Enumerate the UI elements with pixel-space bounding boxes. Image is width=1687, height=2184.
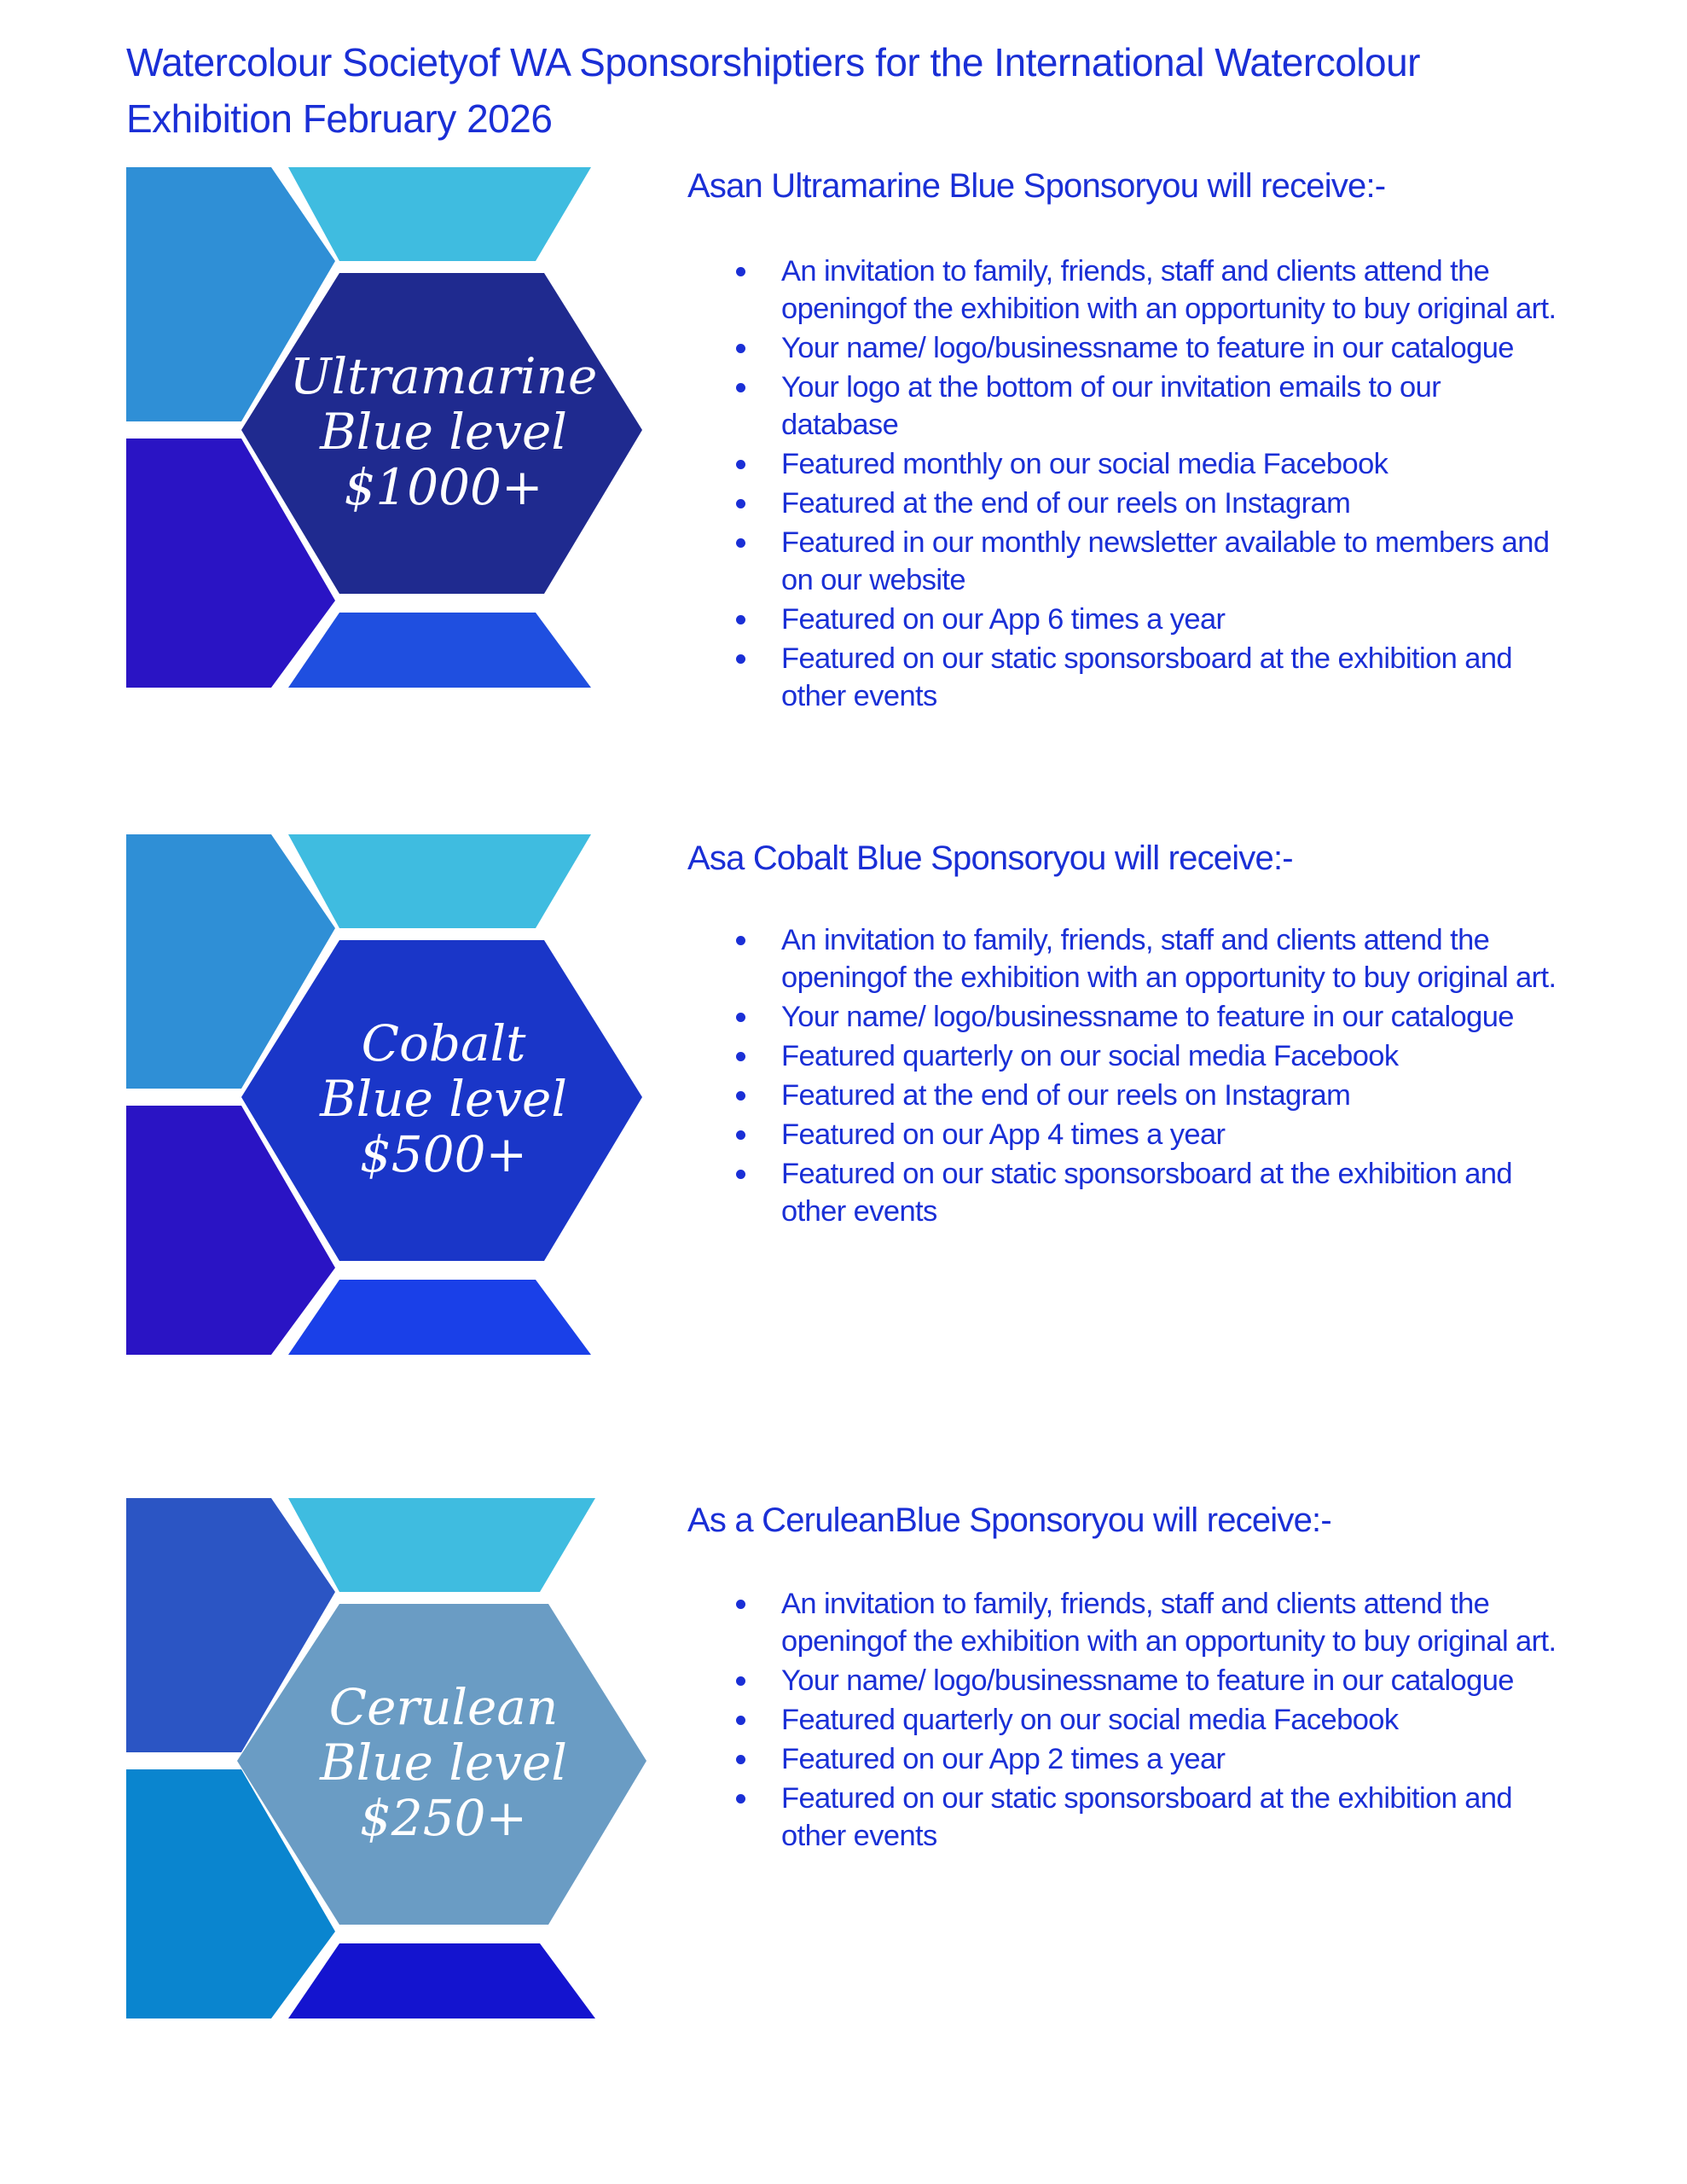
list-item: An invitation to family, friends, staff and clients attend the openingof the exhibition with an opportunity to buy original art.: [687, 253, 1557, 328]
bullet-icon: [736, 383, 745, 392]
list-item: Featured on our static sponsorsboard at the exhibition and other events: [687, 1780, 1557, 1855]
bullet-icon: [736, 1013, 745, 1022]
tier-graphic-ultramarine: [126, 167, 646, 688]
bullet-icon: [736, 654, 745, 664]
bullet-icon: [736, 267, 745, 276]
bullet-icon: [736, 499, 745, 508]
list-item: Your logo at the bottom of our invitation emails to our database: [687, 369, 1557, 444]
tier-label-line-2: Blue level: [320, 403, 567, 461]
list-item: Featured at the end of our reels on Instagram: [687, 1077, 1557, 1114]
list-item: Featured quarterly on our social media Facebook: [687, 1037, 1557, 1075]
list-item: An invitation to family, friends, staff and clients attend the openingof the exhibition with an opportunity to buy original art.: [687, 921, 1557, 996]
tier-label-line-3: $250+: [359, 1789, 528, 1847]
benefits-list: [687, 253, 1557, 717]
tier-graphic-cobalt: [126, 834, 646, 1355]
list-item: Featured on our static sponsorsboard at the exhibition and other events: [687, 1155, 1557, 1230]
list-item: Your name/ logo/businessname to feature in our catalogue: [687, 329, 1557, 367]
hexagon-graphic-icon: [126, 1498, 646, 2018]
hexagon-graphic-icon: [126, 834, 646, 1355]
tier-label-line-1: Cerulean: [328, 1678, 559, 1736]
tier-label-line-1: Cobalt: [361, 1014, 526, 1072]
tier-graphic-cerulean: [126, 1498, 646, 2018]
benefits-list: [687, 921, 1557, 1232]
tier-label-line-2: Blue level: [320, 1734, 567, 1792]
list-item: Featured on our App 4 times a year: [687, 1116, 1557, 1153]
list-item: Featured on our App 6 times a year: [687, 601, 1557, 638]
list-item: Featured at the end of our reels on Instagram: [687, 485, 1557, 522]
bullet-icon: [736, 1676, 745, 1686]
list-item: Featured on our App 2 times a year: [687, 1740, 1557, 1778]
bullet-icon: [736, 538, 745, 548]
list-item: An invitation to family, friends, staff and clients attend the openingof the exhibition with an opportunity to buy original art.: [687, 1585, 1557, 1660]
bullet-icon: [736, 1794, 745, 1804]
bullet-icon: [736, 1170, 745, 1179]
page-title: Watercolour Societyof WA Sponsorshiptiers for the International Watercolour Exhibition February 2026: [126, 40, 1420, 141]
tier-label-line-2: Blue level: [320, 1070, 567, 1128]
bullet-icon: [736, 460, 745, 469]
bullet-icon: [736, 936, 745, 945]
list-item: Featured in our monthly newsletter available to members and on our website: [687, 524, 1557, 599]
tier-label-line-3: $500+: [359, 1125, 528, 1183]
tier-heading: Asan Ultramarine Blue Sponsoryou will receive:-: [687, 167, 1386, 205]
bullet-icon: [736, 1755, 745, 1764]
list-item: Featured on our static sponsorsboard at the exhibition and other events: [687, 640, 1557, 715]
bullet-icon: [736, 615, 745, 624]
bullet-icon: [736, 1600, 745, 1609]
bullet-icon: [736, 1091, 745, 1101]
list-item: Your name/ logo/businessname to feature in our catalogue: [687, 998, 1557, 1036]
list-item: Featured quarterly on our social media Facebook: [687, 1701, 1557, 1739]
bullet-icon: [736, 1052, 745, 1061]
bullet-icon: [736, 1716, 745, 1725]
bullet-icon: [736, 1130, 745, 1140]
hexagon-graphic-icon: [126, 167, 646, 688]
tier-heading: Asa Cobalt Blue Sponsoryou will receive:-: [687, 839, 1293, 877]
list-item: Your name/ logo/businessname to feature in our catalogue: [687, 1662, 1557, 1699]
bullet-icon: [736, 344, 745, 353]
tier-label-line-1: Ultramarine: [289, 347, 598, 405]
tier-label-line-3: $1000+: [344, 458, 543, 516]
benefits-list: [687, 1585, 1557, 1856]
list-item: Featured monthly on our social media Facebook: [687, 445, 1557, 483]
tier-heading: As a CeruleanBlue Sponsoryou will receive:-: [687, 1502, 1331, 1539]
